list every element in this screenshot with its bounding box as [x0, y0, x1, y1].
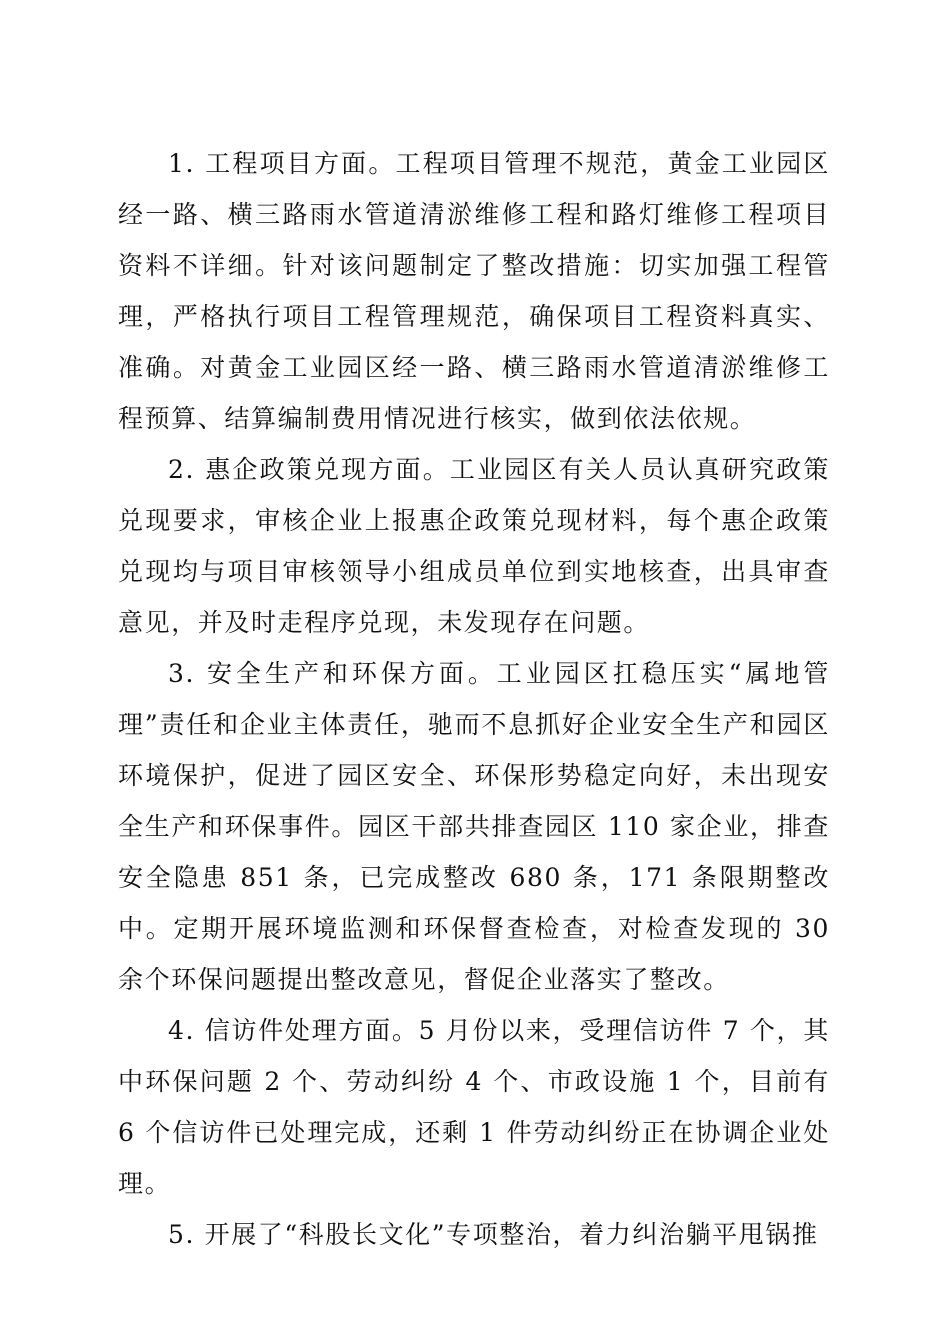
paragraph-safety-environment: 3. 安全生产和环保方面。工业园区扛稳压实“属地管理”责任和企业主体责任，驰而不息抓好企业安全生产和园区环境保护，促进了园区安全、环保形势稳定向好，未出现安全生产和环保事件。园区干部共排查园区 110 家企业，排查安全隐患 851 条，已完成整改 680 条，171 条限期整改中。定期开展环境监测和环保督查检查，对检查发现的 30 余个环保问题提出整改意见，督促企业落实了整改。 — [118, 659, 830, 994]
paragraph-petition-handling: 4. 信访件处理方面。5 月份以来，受理信访件 7 个，其中环保问题 2 个、劳动纠纷 4 个、市政设施 1 个，目前有 6 个信访件已处理完成，还剩 1 件劳动纠纷正在协调企业处理。 — [118, 1016, 830, 1198]
paragraph-enterprise-policy: 2. 惠企政策兑现方面。工业园区有关人员认真研究政策兑现要求，审核企业上报惠企政策兑现材料，每个惠企政策兑现均与项目审核领导小组成员单位到实地核查，出具审查意见，并及时走程序兑现，未发现存在问题。 — [118, 455, 830, 637]
paragraph-special-rectification: 5. 开展了“科股长文化”专项整治，着力纠治躺平甩锅推 — [168, 1220, 819, 1249]
paragraph-engineering-projects: 1. 工程项目方面。工程项目管理不规范，黄金工业园区经一路、横三路雨水管道清淤维修工程和路灯维修工程项目资料不详细。针对该问题制定了整改措施：切实加强工程管理，严格执行项目工程管理规范，确保项目工程资料真实、准确。对黄金工业园区经一路、横三路雨水管道清淤维修工程预算、结算编制费用情况进行核实，做到依法依规。 — [118, 149, 830, 433]
document-page — [118, 138, 830, 1260]
